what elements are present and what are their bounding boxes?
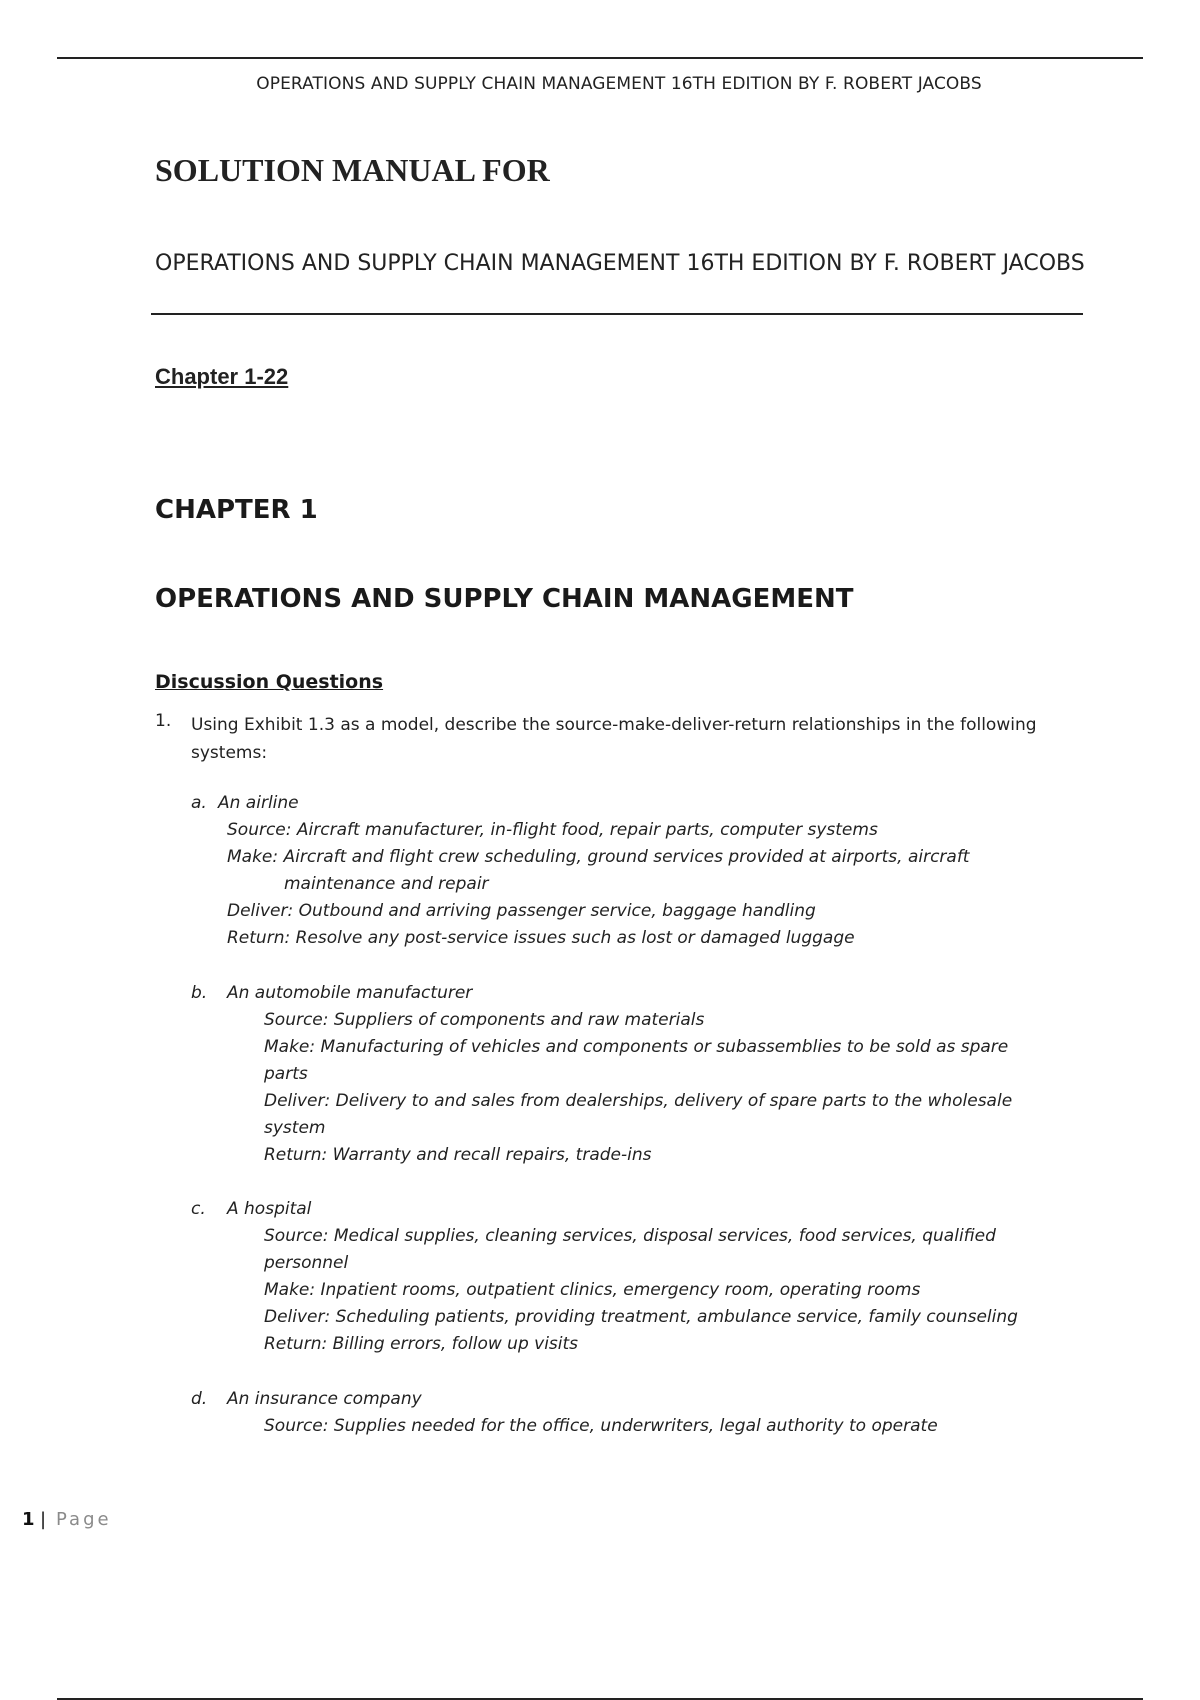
item-line: Make: Aircraft and flight crew scheduling, ground services provided at airports, aircraft bbox=[227, 847, 970, 867]
page-number: 1 bbox=[22, 1509, 35, 1530]
item-title: An automobile manufacturer bbox=[227, 983, 473, 1003]
item-title: A hospital bbox=[227, 1199, 312, 1219]
item-title: An airline bbox=[218, 793, 299, 813]
item-marker: d. bbox=[191, 1389, 208, 1409]
question-text: Using Exhibit 1.3 as a model, describe the source-make-deliver-return relationships in the following systems: bbox=[191, 715, 1037, 763]
top-rule bbox=[57, 57, 1143, 59]
item-line: Deliver: Outbound and arriving passenger service, baggage handling bbox=[227, 901, 816, 921]
item-line: Source: Supplies needed for the office, underwriters, legal authority to operate bbox=[264, 1416, 938, 1436]
solution-title: SOLUTION MANUAL FOR bbox=[155, 152, 550, 188]
title-underline bbox=[151, 313, 1083, 315]
item-line: Return: Warranty and recall repairs, trade-ins bbox=[264, 1145, 652, 1165]
item-marker: b. bbox=[191, 983, 208, 1003]
page-label: Page bbox=[56, 1509, 112, 1530]
book-title: OPERATIONS AND SUPPLY CHAIN MANAGEMENT 16TH EDITION BY F. ROBERT JACOBS bbox=[155, 251, 1085, 276]
item-line: Source: Suppliers of components and raw materials bbox=[264, 1010, 705, 1030]
item-marker: a. bbox=[191, 793, 207, 813]
item-line: system bbox=[264, 1118, 326, 1138]
chapter-number: CHAPTER 1 bbox=[155, 495, 318, 525]
running-header: OPERATIONS AND SUPPLY CHAIN MANAGEMENT 16TH EDITION BY F. ROBERT JACOBS bbox=[256, 74, 982, 94]
item-line: personnel bbox=[264, 1253, 349, 1273]
item-line: Source: Medical supplies, cleaning services, disposal services, food services, qualified bbox=[264, 1226, 996, 1246]
item-line: Make: Inpatient rooms, outpatient clinics, emergency room, operating rooms bbox=[264, 1280, 921, 1300]
question-number: 1. bbox=[155, 711, 172, 731]
item-line: Source: Aircraft manufacturer, in-flight food, repair parts, computer systems bbox=[227, 820, 878, 840]
item-line: Make: Manufacturing of vehicles and components or subassemblies to be sold as spare bbox=[264, 1037, 1009, 1057]
chapter-title: OPERATIONS AND SUPPLY CHAIN MANAGEMENT bbox=[155, 584, 854, 614]
page-separator: | bbox=[40, 1509, 47, 1530]
discussion-heading: Discussion Questions bbox=[155, 671, 384, 693]
item-marker: c. bbox=[191, 1199, 206, 1219]
item-line: Return: Billing errors, follow up visits bbox=[264, 1334, 579, 1354]
item-line: Return: Resolve any post-service issues such as lost or damaged luggage bbox=[227, 928, 855, 948]
chapter-range: Chapter 1-22 bbox=[155, 364, 289, 389]
item-line: maintenance and repair bbox=[284, 874, 489, 894]
item-line: Deliver: Delivery to and sales from dealerships, delivery of spare parts to the wholesale bbox=[264, 1091, 1013, 1111]
item-line: parts bbox=[264, 1064, 308, 1084]
item-title: An insurance company bbox=[227, 1389, 422, 1409]
item-line: Deliver: Scheduling patients, providing treatment, ambulance service, family counseling bbox=[264, 1307, 1018, 1327]
